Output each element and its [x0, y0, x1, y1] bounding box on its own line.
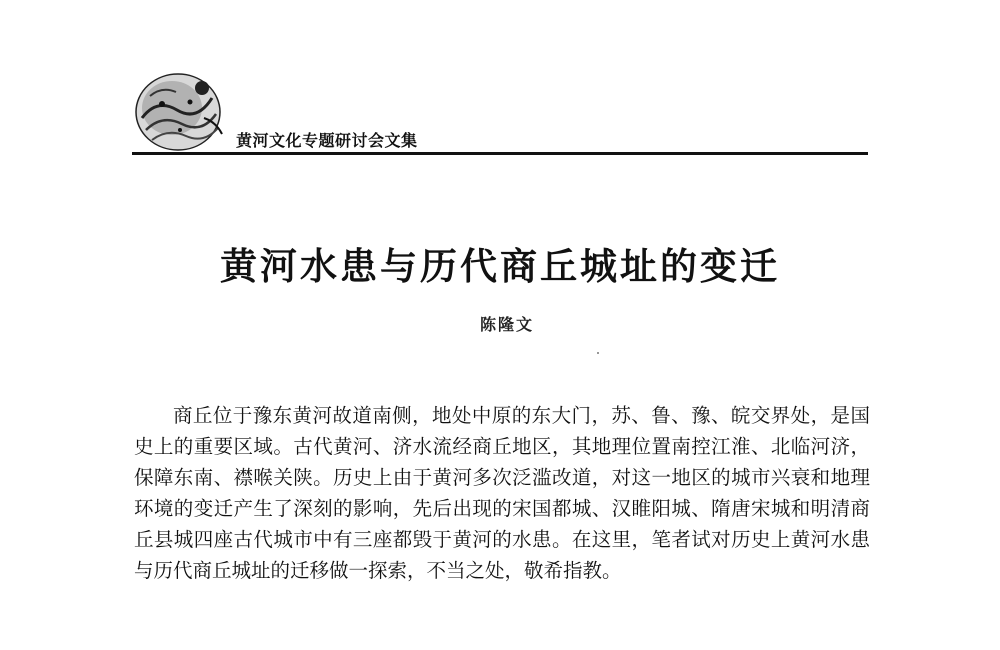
- article-title: 黄河水患与历代商丘城址的变迁: [220, 244, 780, 288]
- page-header: [132, 58, 868, 158]
- river-emblem-icon: [132, 68, 228, 156]
- author-name: 陈隆文: [479, 315, 534, 334]
- body-paragraph: 商丘位于豫东黄河故道南侧，地处中原的东大门，苏、鲁、豫、皖交界处，是国史上的重要区域。古代黄河、济水流经商丘地区，其地理位置南控江淮、北临河济，保障东南、襟喉关陕。历史上由于黄河多次泛滥改道，对这一地区的城市兴衰和地理环境的变迁产生了深刻的影响，先后出现的宋国都城、汉睢阳城、隋唐宋城和明清商丘县城四座古代城市中有三座都毁于黄河的水患。在这里，笔者试对历史上黄河水患与历代商丘城址的迁移做一探索，不当之处，敬希指教。: [134, 404, 870, 582]
- header-divider: [132, 152, 868, 155]
- print-speck: [597, 352, 599, 354]
- series-title: 黄河文化专题研讨会文集: [236, 131, 418, 150]
